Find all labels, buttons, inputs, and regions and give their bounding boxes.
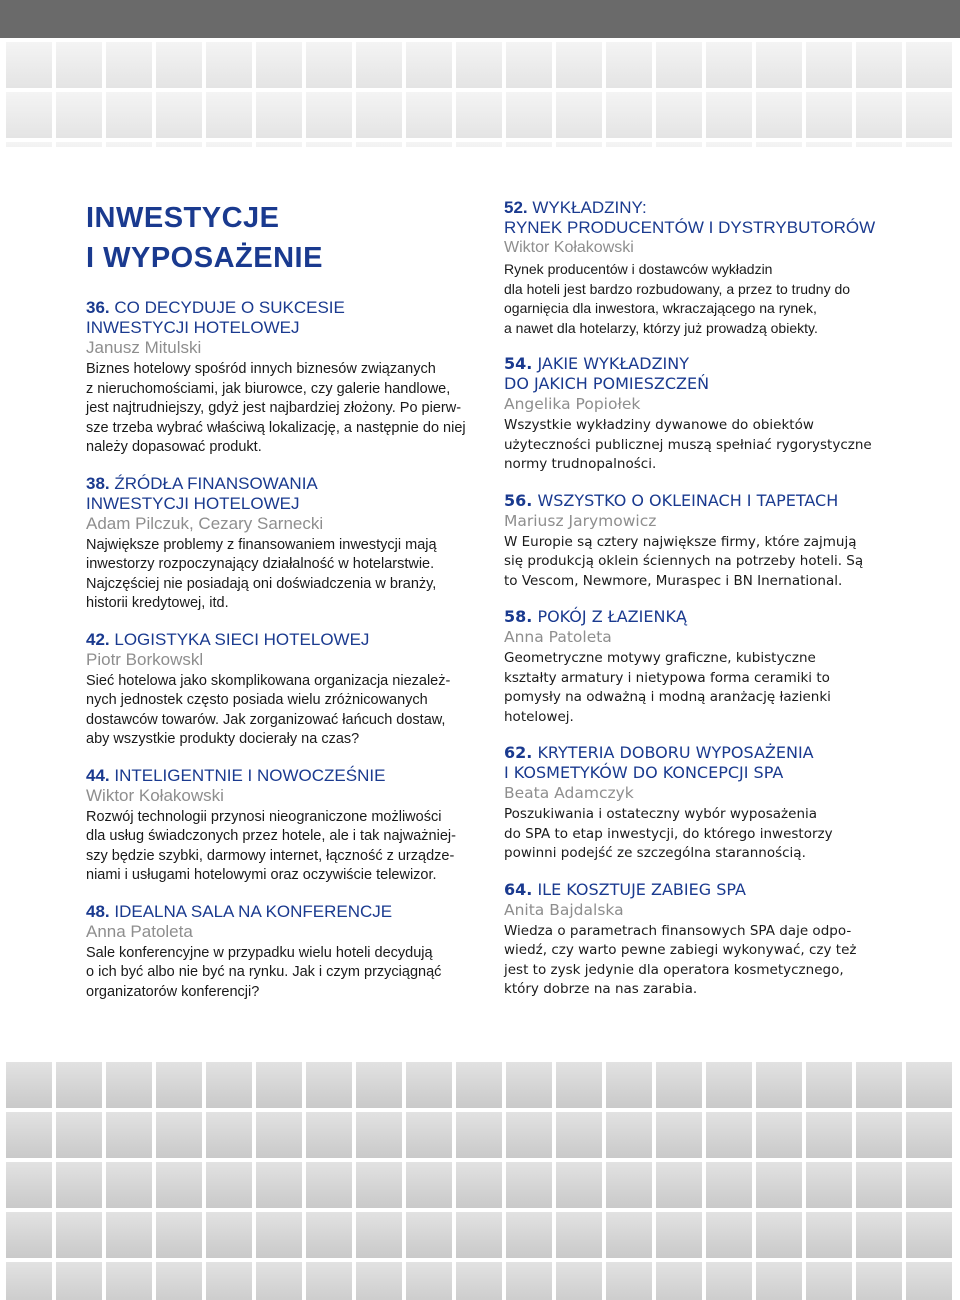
decorative-tile	[756, 92, 802, 138]
decorative-tile	[106, 42, 152, 88]
article-summary-line: dostawców towarów. Jak zorganizować łańcuch dostaw,	[86, 711, 446, 728]
article-heading-line	[504, 491, 924, 511]
article-title: INWESTYCJI HOTELOWEJ	[86, 493, 300, 513]
decorative-tile	[306, 142, 352, 147]
article-heading-line	[86, 630, 476, 650]
article-author: Janusz Mitulski	[86, 338, 202, 357]
page-number: 52.	[504, 198, 528, 217]
article-heading-line	[504, 743, 924, 763]
article-summary-line: Wszystkie wykładziny dywanowe do obiektów	[504, 417, 814, 433]
decorative-tile	[606, 1262, 652, 1300]
article-summary-line: to Vescom, Newmore, Muraspec i BN Inernational.	[504, 572, 843, 589]
article-author: Wiktor Kołakowski	[504, 239, 634, 256]
decorative-tile	[806, 1212, 852, 1258]
page-title-line: INWESTYCJE	[86, 202, 280, 234]
decorative-tile	[656, 92, 702, 138]
article-summary-line: jest najtrudniejszy, gdyż jest najbardziej złożony. Po pierw-	[86, 400, 462, 416]
decorative-tile	[506, 1062, 552, 1108]
decorative-tile	[206, 1162, 252, 1208]
article-title: JAKIE WYKŁADZINY	[537, 354, 689, 373]
decorative-tile	[856, 142, 902, 147]
decorative-tile	[156, 1112, 202, 1158]
decorative-tile	[656, 142, 702, 147]
decorative-tile	[356, 142, 402, 147]
article-summary-line: Najczęściej nie posiadają oni doświadczenia w branży,	[86, 575, 437, 592]
article-author: Wiktor Kołakowski	[86, 785, 224, 805]
page-number: 44.	[86, 765, 110, 785]
article-summary-line: Sieć hotelowa jako skomplikowana organizacja niezależ-	[86, 672, 451, 689]
article-title: CO DECYDUJE O SUKCESIE	[114, 298, 345, 317]
decorative-tile	[106, 1262, 152, 1300]
decorative-tile	[106, 92, 152, 138]
decorative-tile	[256, 42, 302, 88]
article-title: IDEALNA SALA NA KONFERENCJE	[114, 901, 393, 921]
page-number: 56.	[504, 490, 533, 510]
article-summary-line: nych jednostek często posiada wielu zróżnicowanych	[86, 692, 428, 708]
decorative-tile	[6, 42, 52, 88]
article-summary-line: organizatorów konferencji?	[86, 983, 260, 1000]
decorative-tile	[556, 92, 602, 138]
article-heading	[504, 607, 924, 627]
article-title: ILE KOSZTUJE ZABIEG SPA	[537, 879, 746, 899]
decorative-tile	[906, 92, 952, 138]
decorative-tile	[106, 1162, 152, 1208]
article-author: Anna Patoleta	[504, 628, 612, 646]
decorative-tile	[256, 1112, 302, 1158]
decorative-tile	[506, 1162, 552, 1208]
article-summary	[86, 536, 476, 614]
decorative-tile	[56, 1212, 102, 1258]
decorative-tile	[506, 92, 552, 138]
decorative-tile	[856, 1062, 902, 1108]
article-summary-line: normy trudnopalności.	[504, 456, 657, 472]
article-summary-line: Sale konferencyjne w przypadku wielu hoteli decydują	[86, 944, 433, 961]
article-heading-line	[504, 218, 924, 238]
decorative-tile	[706, 1162, 752, 1208]
decorative-tile	[756, 42, 802, 88]
page-number: 38.	[86, 473, 110, 493]
article-summary-line: się produkcją oklein ściennych na potrzeby hoteli. Są	[504, 553, 864, 569]
decorative-tile	[756, 1112, 802, 1158]
decorative-tile	[256, 1062, 302, 1108]
decorative-tile	[206, 92, 252, 138]
decorative-tile	[6, 1162, 52, 1208]
decorative-tile	[756, 142, 802, 147]
decorative-tile	[656, 1212, 702, 1258]
decorative-tile	[256, 92, 302, 138]
decorative-tile	[906, 1062, 952, 1108]
decorative-tile	[606, 92, 652, 138]
decorative-tile	[406, 142, 452, 147]
decorative-tile	[606, 1112, 652, 1158]
decorative-tile	[806, 1262, 852, 1300]
article-heading	[86, 474, 476, 514]
decorative-tile	[506, 1212, 552, 1258]
page-number: 36.	[86, 298, 110, 317]
decorative-tile	[806, 92, 852, 138]
decorative-tile	[256, 1262, 302, 1300]
decorative-tile	[656, 1112, 702, 1158]
decorative-tile	[656, 1262, 702, 1300]
decorative-tile	[106, 1062, 152, 1108]
decorative-tile	[606, 1162, 652, 1208]
article-summary	[504, 805, 924, 864]
decorative-tile	[256, 1162, 302, 1208]
top-bar	[0, 0, 960, 38]
decorative-tile	[156, 1212, 202, 1258]
decorative-tile	[706, 1212, 752, 1258]
article-summary-line: aby wszystkie produkty docierały na czas?	[86, 731, 360, 747]
left-column	[86, 198, 476, 1018]
decorative-tile	[756, 1212, 802, 1258]
decorative-tile	[406, 1212, 452, 1258]
article-summary	[504, 260, 924, 338]
article-summary	[504, 922, 924, 1000]
decorative-tile	[356, 92, 402, 138]
decorative-tile	[906, 1162, 952, 1208]
article-heading-line	[86, 494, 476, 514]
article-heading	[504, 491, 924, 511]
decorative-tile	[206, 1062, 252, 1108]
article-summary-line: Geometryczne motywy graficzne, kubistyczne	[504, 650, 816, 666]
decorative-tile	[306, 42, 352, 88]
article-summary-line: Wiedza o parametrach finansowych SPA daje odpo-	[504, 922, 852, 939]
article-summary-line: o ich być albo nie być na rynku. Jak i czym przyciągnąć	[86, 964, 442, 980]
decorative-tile	[856, 1212, 902, 1258]
decorative-tile	[406, 1062, 452, 1108]
decorative-tile	[206, 1112, 252, 1158]
decorative-tile	[106, 1212, 152, 1258]
article-summary-line: W Europie są cztery największe firmy, które zajmują	[504, 533, 857, 550]
decorative-tile	[606, 142, 652, 147]
article-author: Anna Patoleta	[86, 921, 193, 941]
article-summary-line: historii kredytowej, itd.	[86, 595, 229, 611]
article-summary	[86, 808, 476, 886]
decorative-tile	[56, 1062, 102, 1108]
decorative-tile-band-bottom	[0, 1062, 960, 1300]
decorative-tile	[406, 92, 452, 138]
decorative-tile	[156, 1162, 202, 1208]
decorative-tile	[556, 1112, 602, 1158]
article-entry	[504, 491, 924, 592]
article-summary-line: szy będzie szybki, darmowy internet, łączność z urządze-	[86, 847, 455, 864]
decorative-tile	[806, 142, 852, 147]
decorative-tile	[756, 1162, 802, 1208]
article-heading-line	[86, 902, 476, 922]
article-title: KRYTERIA DOBORU WYPOSAŻENIA	[537, 743, 814, 762]
article-heading-line	[504, 763, 924, 783]
article-summary-line: Największe problemy z finansowaniem inwestycji mają	[86, 536, 437, 553]
decorative-tile	[306, 92, 352, 138]
article-summary-line: a nawet dla hotelarzy, którzy już prowadzą obiekty.	[504, 319, 818, 336]
decorative-tile	[506, 42, 552, 88]
article-title: DO JAKICH POMIESZCZEŃ	[504, 374, 710, 393]
article-heading-line	[504, 374, 924, 394]
decorative-tile	[456, 42, 502, 88]
article-heading	[504, 198, 924, 238]
decorative-tile	[756, 1262, 802, 1300]
article-author: Piotr Borkowskl	[86, 649, 204, 669]
decorative-tile	[456, 142, 502, 147]
article-title: LOGISTYKA SIECI HOTELOWEJ	[114, 629, 370, 649]
decorative-tile	[306, 1112, 352, 1158]
article-summary-line: ogarnięcia dla inwestora, wkraczającego na rynek,	[504, 300, 817, 316]
right-section-list	[504, 198, 924, 1000]
article-heading-line	[86, 474, 476, 494]
article-heading-line	[504, 607, 924, 627]
article-summary-line: sze trzeba wybrać właściwą lokalizację, a następnie do niej	[86, 419, 466, 436]
decorative-tile	[806, 1062, 852, 1108]
article-heading	[504, 880, 924, 900]
decorative-tile	[56, 1162, 102, 1208]
page-number: 62.	[504, 743, 533, 762]
decorative-tile	[706, 1262, 752, 1300]
article-summary-line: do SPA to etap inwestycji, do którego inwestorzy	[504, 825, 833, 842]
article-summary-line: Rynek producentów i dostawców wykładzin	[504, 261, 773, 277]
decorative-tile	[706, 42, 752, 88]
article-title: POKÓJ Z ŁAZIENKĄ	[537, 607, 687, 626]
decorative-tile	[556, 1212, 602, 1258]
decorative-tile	[306, 1162, 352, 1208]
decorative-tile	[356, 1212, 402, 1258]
decorative-tile	[806, 1162, 852, 1208]
decorative-tile	[806, 1112, 852, 1158]
decorative-tile	[906, 1262, 952, 1300]
decorative-tile	[856, 42, 902, 88]
decorative-tile	[856, 1112, 902, 1158]
decorative-tile	[206, 142, 252, 147]
decorative-tile	[706, 1062, 752, 1108]
decorative-tile	[56, 1262, 102, 1300]
decorative-tile	[106, 1112, 152, 1158]
article-summary-line: hotelowej.	[504, 708, 574, 725]
article-heading	[504, 743, 924, 783]
article-entry	[86, 766, 476, 886]
decorative-tile	[556, 42, 602, 88]
decorative-tile	[756, 1062, 802, 1108]
decorative-tile	[406, 1112, 452, 1158]
left-section-list	[86, 298, 476, 1002]
decorative-tile	[706, 1112, 752, 1158]
decorative-tile	[406, 42, 452, 88]
decorative-tile	[356, 42, 402, 88]
decorative-tile	[856, 1262, 902, 1300]
decorative-tile	[906, 142, 952, 147]
article-entry	[86, 902, 476, 1003]
decorative-tile	[6, 92, 52, 138]
article-entry	[504, 880, 924, 1000]
decorative-tile	[856, 92, 902, 138]
decorative-tile	[206, 1212, 252, 1258]
article-author: Anita Bajdalska	[504, 900, 624, 919]
article-title: INTELIGENTNIE I NOWOCZEŚNIE	[114, 765, 386, 785]
article-author: Angelika Popiołek	[504, 395, 641, 413]
article-author: Mariusz Jarymowicz	[504, 511, 657, 530]
decorative-tile	[106, 142, 152, 147]
decorative-tile	[506, 142, 552, 147]
article-title: I KOSMETYKÓW DO KONCEPCJI SPA	[504, 763, 784, 782]
decorative-tile	[806, 42, 852, 88]
decorative-tile	[656, 1162, 702, 1208]
decorative-tile	[156, 92, 202, 138]
decorative-tile	[56, 1112, 102, 1158]
decorative-tile	[256, 1212, 302, 1258]
article-heading	[86, 298, 476, 338]
decorative-tile	[656, 42, 702, 88]
decorative-tile	[206, 1262, 252, 1300]
article-summary-line: pomysły na odważną i modną aranżację łazienki	[504, 689, 831, 705]
article-heading	[86, 902, 476, 922]
article-summary-line: jest to zysk jedynie dla operatora kosmetycznego,	[504, 961, 844, 978]
article-summary-line: powinni podejść ze szczególna starannością.	[504, 845, 806, 861]
page-title-line: I WYPOSAŻENIE	[86, 242, 323, 274]
article-summary	[504, 649, 924, 727]
article-summary	[504, 416, 924, 475]
page-number: 58.	[504, 607, 533, 626]
decorative-tile	[606, 42, 652, 88]
decorative-tile	[56, 42, 102, 88]
right-column	[504, 198, 924, 1016]
decorative-tile	[456, 1112, 502, 1158]
article-heading-line	[86, 298, 476, 318]
article-summary-line: Rozwój technologii przynosi nieograniczone możliwości	[86, 808, 442, 825]
decorative-tile	[906, 1112, 952, 1158]
decorative-tile	[606, 1212, 652, 1258]
decorative-tile	[406, 1262, 452, 1300]
article-summary-line: kształty armatury i nietypowa forma ceramiki to	[504, 669, 830, 686]
decorative-tile	[6, 1262, 52, 1300]
decorative-tile	[556, 1162, 602, 1208]
article-summary-line: z nieruchomościami, jak biurowce, czy galerie handlowe,	[86, 380, 451, 397]
article-summary-line: wiedź, czy warto pewne zabiegi wykonywać, czy też	[504, 942, 857, 958]
decorative-tile	[356, 1112, 402, 1158]
article-summary	[504, 533, 924, 592]
decorative-tile	[556, 1262, 602, 1300]
article-summary	[86, 360, 476, 458]
article-author: Beata Adamczyk	[504, 784, 634, 802]
decorative-tile	[306, 1212, 352, 1258]
decorative-tile	[156, 1062, 202, 1108]
article-summary-line: inwestorzy rozpoczynający działalność w hotelarstwie.	[86, 556, 435, 572]
decorative-tile	[556, 1062, 602, 1108]
article-summary	[86, 672, 476, 750]
decorative-tile	[656, 1062, 702, 1108]
decorative-tile	[406, 1162, 452, 1208]
article-summary-line: dla usług świadczonych przez hotele, ale i tak najważniej-	[86, 828, 456, 844]
article-heading-line	[504, 198, 924, 218]
decorative-tile	[456, 1062, 502, 1108]
decorative-tile	[356, 1162, 402, 1208]
article-title: WSZYSTKO O OKLEINACH I TAPETACH	[537, 490, 839, 510]
decorative-tile	[506, 1112, 552, 1158]
article-heading-line	[504, 354, 924, 374]
article-heading	[86, 630, 476, 650]
article-author: Adam Pilczuk, Cezary Sarnecki	[86, 513, 324, 533]
article-entry	[86, 298, 476, 458]
article-summary-line: Biznes hotelowy spośród innych biznesów związanych	[86, 361, 436, 377]
decorative-tile	[456, 1262, 502, 1300]
decorative-tile	[706, 92, 752, 138]
decorative-tile	[156, 142, 202, 147]
article-summary-line: należy dopasować produkt.	[86, 439, 262, 455]
decorative-tile	[456, 1162, 502, 1208]
page-title	[86, 198, 476, 278]
article-title: WYKŁADZINY:	[532, 198, 647, 217]
article-summary-line: użyteczności publicznej muszą spełniać rygorystyczne	[504, 436, 872, 453]
decorative-tile	[456, 92, 502, 138]
article-entry	[504, 607, 924, 727]
article-title: INWESTYCJI HOTELOWEJ	[86, 318, 300, 337]
article-entry	[504, 198, 924, 338]
decorative-tile-band-top	[0, 42, 960, 147]
article-summary-line: który dobrze na nas zarabia.	[504, 981, 698, 997]
decorative-tile	[356, 1062, 402, 1108]
decorative-tile	[706, 142, 752, 147]
article-entry	[504, 354, 924, 475]
decorative-tile	[156, 1262, 202, 1300]
article-summary	[86, 944, 476, 1003]
decorative-tile	[306, 1062, 352, 1108]
decorative-tile	[6, 1112, 52, 1158]
decorative-tile	[856, 1162, 902, 1208]
article-summary-line: Poszukiwania i ostateczny wybór wyposażenia	[504, 806, 818, 822]
article-title: RYNEK PRODUCENTÓW I DYSTRYBUTORÓW	[504, 218, 876, 237]
decorative-tile	[256, 142, 302, 147]
article-heading-line	[504, 880, 924, 900]
article-title: ŹRÓDŁA FINANSOWANIA	[114, 473, 318, 493]
decorative-tile	[6, 1212, 52, 1258]
page-number: 54.	[504, 354, 533, 373]
decorative-tile	[206, 42, 252, 88]
article-heading	[504, 354, 924, 394]
article-summary-line: dla hoteli jest bardzo rozbudowany, a przez to trudny do	[504, 280, 851, 297]
article-summary-line: niami i usługami hotelowymi oraz oczywiście telewizor.	[86, 867, 437, 883]
decorative-tile	[456, 1212, 502, 1258]
decorative-tile	[606, 1062, 652, 1108]
decorative-tile	[6, 142, 52, 147]
page-number: 64.	[504, 879, 533, 899]
decorative-tile	[6, 1062, 52, 1108]
decorative-tile	[356, 1262, 402, 1300]
article-heading	[86, 766, 476, 786]
decorative-tile	[56, 142, 102, 147]
decorative-tile	[906, 1212, 952, 1258]
decorative-tile	[556, 142, 602, 147]
page-number: 48.	[86, 901, 110, 921]
article-heading-line	[86, 318, 476, 338]
article-entry	[504, 743, 924, 864]
decorative-tile	[906, 42, 952, 88]
article-entry	[86, 474, 476, 614]
decorative-tile	[156, 42, 202, 88]
decorative-tile	[56, 92, 102, 138]
article-heading-line	[86, 766, 476, 786]
decorative-tile	[306, 1262, 352, 1300]
decorative-tile	[506, 1262, 552, 1300]
article-entry	[86, 630, 476, 750]
page-number: 42.	[86, 629, 110, 649]
